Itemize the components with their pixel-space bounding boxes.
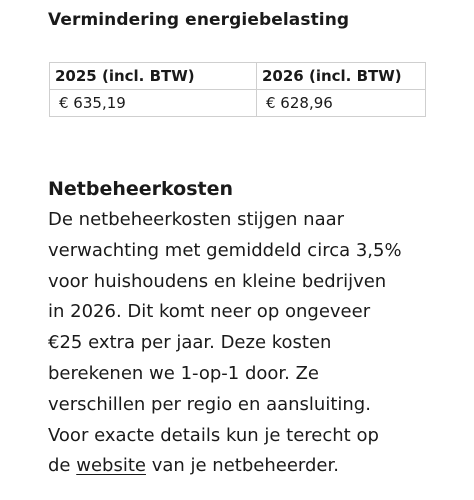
paragraph-line: Voor exacte details kun je terecht op	[48, 424, 379, 446]
energy-tax-table	[49, 62, 426, 117]
paragraph-line: voor huishoudens en kleine bedrijven	[48, 270, 387, 292]
paragraph-line: €25 extra per jaar. Deze kosten	[48, 332, 332, 354]
header-2026: 2026 (incl. BTW)	[257, 63, 426, 90]
paragraph-line: berekenen we 1-op-1 door. Ze	[48, 362, 320, 384]
paragraph-line: verschillen per regio en aansluiting.	[48, 393, 371, 415]
paragraph-last-line	[48, 451, 468, 482]
value-2026: € 628,96	[257, 90, 426, 117]
last-line-prefix: de	[48, 455, 77, 477]
netbeheerder-website-link[interactable]: website	[76, 455, 146, 477]
value-2025: € 635,19	[50, 90, 257, 117]
header-2025: 2025 (incl. BTW)	[50, 63, 257, 90]
grid-costs-heading: Netbeheerkosten	[48, 178, 234, 200]
table-row	[50, 90, 426, 117]
paragraph-line: verwachting met gemiddeld circa 3,5%	[48, 239, 402, 261]
grid-costs-paragraph	[48, 205, 468, 482]
last-line-suffix: van je netbeheerder.	[145, 455, 339, 477]
table-header-row	[50, 63, 426, 90]
paragraph-line: De netbeheerkosten stijgen naar	[48, 209, 345, 230]
paragraph-line: in 2026. Dit komt neer op ongeveer	[48, 301, 371, 323]
energy-tax-heading: Vermindering energiebelasting	[48, 10, 350, 30]
